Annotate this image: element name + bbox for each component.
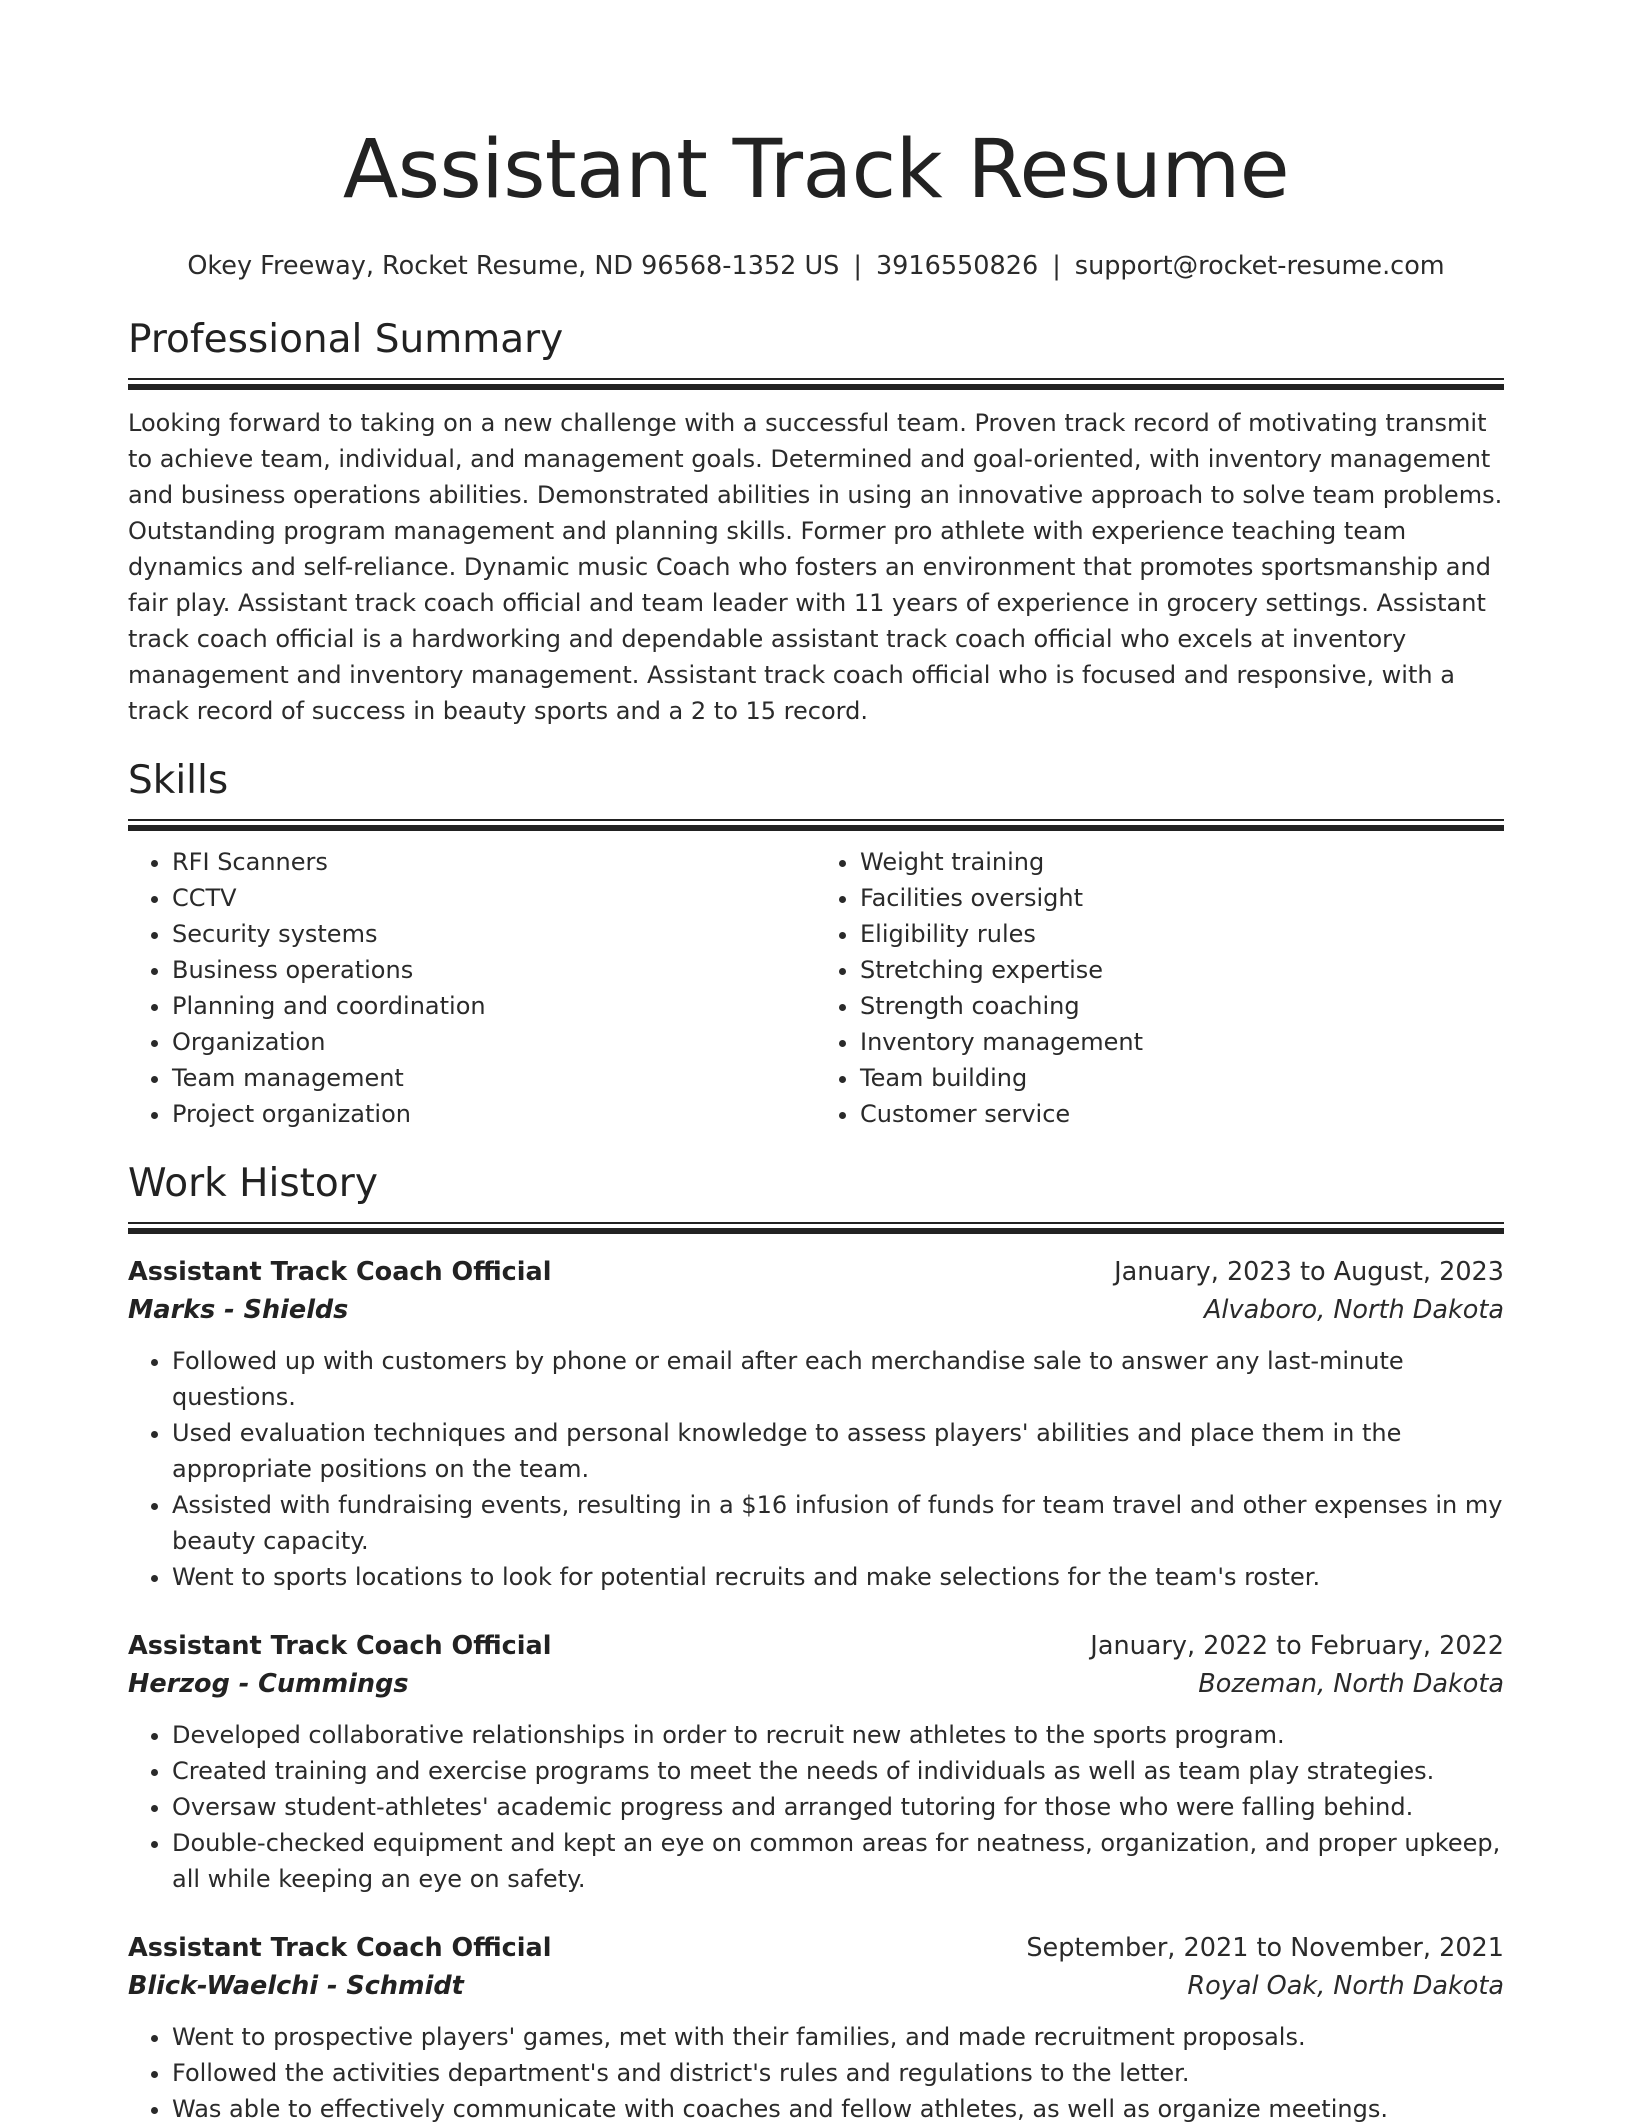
job-bullet: • Oversaw student-athletes' academic progress and arranged tutoring for those who were falling behind. [172, 1789, 1504, 1825]
skills-section [128, 757, 1504, 1132]
job-entry [128, 1627, 1504, 1897]
job-title: Assistant Track Coach Official [128, 1257, 552, 1287]
section-divider [128, 378, 1504, 387]
job-bullet: • Developed collaborative relationships in order to recruit new athletes to the sports program. [172, 1717, 1504, 1753]
skill-item: • RFI Scanners [172, 844, 816, 880]
section-title-skills: Skills [128, 758, 229, 803]
contact-address: Okey Freeway, Rocket Resume, ND 96568-1352 US [187, 251, 840, 281]
skill-item: • Weight training [860, 844, 1504, 880]
skills-columns [128, 844, 1504, 1132]
section-title-work: Work History [128, 1161, 378, 1206]
skill-item: • Stretching expertise [860, 952, 1504, 988]
skill-item: • Strength coaching [860, 988, 1504, 1024]
skill-item: • Planning and coordination [172, 988, 816, 1024]
summary-text: Looking forward to taking on a new challenge with a successful team. Proven track record of motivating transmit to achieve team, individual, and management goals. Determined and goal-oriented, with inventory management and business operations abilities. Demonstrated abilities in using an innovative approach to solve team problems. Outstanding program management and planning skills. Former pro athlete with experience teaching team dynamics and self-reliance. Dynamic music Coach who fosters an environment that promotes sportsmanship and fair play. Assistant track coach official and team leader with 11 years of experience in grocery settings. Assistant track coach official is a hardworking and dependable assistant track coach official who excels at inventory management and inventory management. Assistant track coach official who is focused and responsive, with a track record of success in beauty sports and a 2 to 15 record. [128, 409, 1503, 725]
job-title: Assistant Track Coach Official [128, 1933, 552, 1963]
job-entry [128, 1929, 1504, 2127]
job-company: Blick-Waelchi - Schmidt [128, 1971, 464, 2001]
skill-item: • Project organization [172, 1096, 816, 1132]
skill-item: • Security systems [172, 916, 816, 952]
job-dates: September, 2021 to November, 2021 [1026, 1933, 1504, 1963]
section-title-summary: Professional Summary [128, 317, 564, 362]
section-divider [128, 819, 1504, 828]
job-bullet: • Used evaluation techniques and personal knowledge to assess players' abilities and place them in the appropriate positions on the team. [172, 1415, 1504, 1487]
skill-item: • Inventory management [860, 1024, 1504, 1060]
contact-phone: 3916550826 [875, 251, 1039, 281]
job-bullet: • Was able to effectively communicate with coaches and fellow athletes, as well as organize meetings. [172, 2091, 1504, 2127]
contact-separator: | [853, 251, 862, 281]
skills-list-right [816, 844, 1504, 1132]
job-bullets [128, 2019, 1504, 2127]
job-location: Alvaboro, North Dakota [1203, 1295, 1504, 1325]
skill-item: • Business operations [172, 952, 816, 988]
work-history-section [128, 1160, 1504, 2127]
skill-item: • Customer service [860, 1096, 1504, 1132]
skill-item: • CCTV [172, 880, 816, 916]
summary-section [128, 316, 1504, 729]
job-bullets [128, 1717, 1504, 1897]
skills-list-left [128, 844, 816, 1132]
contact-line [128, 248, 1504, 284]
job-company: Herzog - Cummings [128, 1669, 409, 1699]
skill-item: • Eligibility rules [860, 916, 1504, 952]
job-bullet: • Followed the activities department's and district's rules and regulations to the letter. [172, 2055, 1504, 2091]
job-bullets [128, 1343, 1504, 1595]
job-bullet: • Went to prospective players' games, met with their families, and made recruitment proposals. [172, 2019, 1504, 2055]
skill-item: • Facilities oversight [860, 880, 1504, 916]
job-bullet: • Created training and exercise programs to meet the needs of individuals as well as team play strategies. [172, 1753, 1504, 1789]
job-dates: January, 2022 to February, 2022 [1090, 1631, 1504, 1661]
skill-item: • Organization [172, 1024, 816, 1060]
job-company: Marks - Shields [128, 1295, 349, 1325]
resume-title: Assistant Track Resume [342, 123, 1290, 217]
job-bullet: • Assisted with fundraising events, resulting in a $16 infusion of funds for team travel and other expenses in my beauty capacity. [172, 1487, 1504, 1559]
skill-item: • Team management [172, 1060, 816, 1096]
job-title: Assistant Track Coach Official [128, 1631, 552, 1661]
skill-item: • Team building [860, 1060, 1504, 1096]
job-bullet: • Went to sports locations to look for potential recruits and make selections for the team's roster. [172, 1559, 1504, 1595]
job-entry [128, 1253, 1504, 1595]
job-dates: January, 2023 to August, 2023 [1114, 1257, 1504, 1287]
job-bullet: • Followed up with customers by phone or email after each merchandise sale to answer any last-minute questions. [172, 1343, 1504, 1415]
job-bullet: • Double-checked equipment and kept an eye on common areas for neatness, organization, and proper upkeep, all while keeping an eye on safety. [172, 1825, 1504, 1897]
section-divider [128, 1222, 1504, 1231]
job-location: Bozeman, North Dakota [1198, 1669, 1504, 1699]
contact-email: support@rocket-resume.com [1074, 251, 1445, 281]
contact-separator: | [1052, 251, 1061, 281]
job-location: Royal Oak, North Dakota [1187, 1971, 1504, 2001]
